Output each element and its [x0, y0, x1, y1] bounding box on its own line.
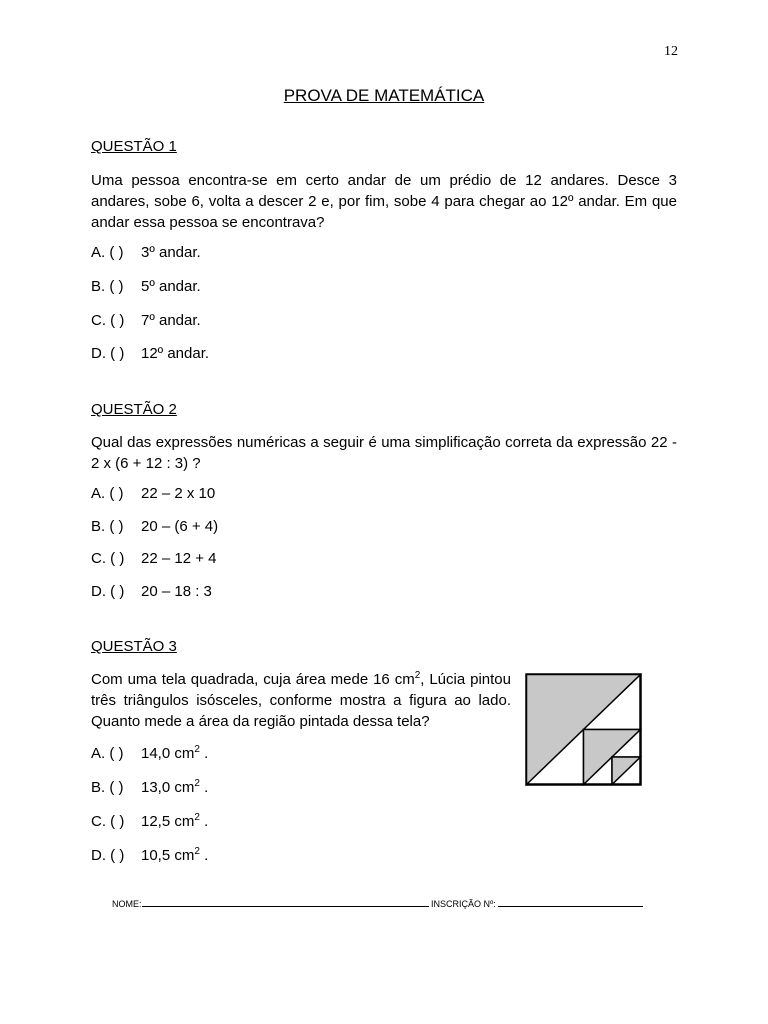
unit-suffix: .: [199, 779, 209, 796]
option-letter: C. ( ): [91, 312, 125, 329]
option-text: 22 – 2 x 10: [141, 485, 216, 502]
option-text: 20 – (6 + 4): [141, 518, 219, 535]
option-text: 12º andar.: [141, 345, 210, 362]
question-2-option-d[interactable]: [91, 583, 212, 600]
statement-part: , Lúcia pintou três triângulos isósceles, conforme mostra a figura ao lado. Quanto mede a área da região pintada dessa tela?: [91, 671, 511, 730]
unit: cm: [174, 847, 195, 864]
option-text: 13,0: [141, 779, 171, 796]
option-letter: B. ( ): [91, 518, 124, 535]
superscript: 2: [194, 744, 200, 755]
option-letter: A. ( ): [91, 745, 124, 762]
question-1-heading: QUESTÃO 1: [91, 138, 177, 155]
question-2-option-a[interactable]: [91, 485, 215, 502]
page-number: 12: [664, 44, 678, 59]
statement-part: Com uma tela quadrada, cuja área mede 16 cm: [91, 671, 415, 688]
square-triangles-figure: [525, 673, 642, 786]
superscript: 2: [194, 812, 200, 823]
question-2-heading: QUESTÃO 2: [91, 401, 177, 418]
footer: [112, 897, 643, 909]
option-letter: D. ( ): [91, 345, 125, 362]
question-1-option-c[interactable]: [91, 312, 201, 329]
superscript: 2: [414, 670, 421, 681]
option-text: 5º andar.: [141, 278, 201, 295]
name-label: NOME:: [112, 899, 142, 909]
option-letter: D. ( ): [91, 847, 125, 864]
name-field[interactable]: [142, 897, 429, 907]
question-3-option-a[interactable]: [91, 745, 208, 762]
superscript: 2: [194, 778, 200, 789]
unit: cm: [174, 779, 195, 796]
question-1-statement: Uma pessoa encontra-se em certo andar de um prédio de 12 andares. Desce 3 andares, sobe 6, volta a descer 2 e, por fim, sobe 4 para chegar ao 12º andar. Em que andar essa pessoa se encontrava?: [91, 172, 677, 231]
inscription-field[interactable]: [498, 897, 643, 907]
unit-suffix: .: [199, 745, 209, 762]
question-2-option-c[interactable]: [91, 550, 216, 567]
question-3-option-c[interactable]: [91, 813, 208, 830]
page-title: PROVA DE MATEMÁTICA: [283, 86, 485, 105]
question-1-option-d[interactable]: [91, 345, 209, 362]
option-letter: C. ( ): [91, 550, 125, 567]
option-text: 20 – 18 : 3: [141, 583, 212, 600]
option-text: 14,0: [141, 745, 171, 762]
superscript: 2: [194, 846, 200, 857]
option-text: 12,5: [141, 813, 171, 830]
question-3-heading: QUESTÃO 3: [91, 638, 177, 655]
question-2-statement: Qual das expressões numéricas a seguir é uma simplificação correta da expressão 22 - 2 x (6 + 12 : 3) ?: [91, 434, 677, 472]
unit: cm: [174, 813, 195, 830]
question-2-option-b[interactable]: [91, 518, 218, 535]
option-letter: B. ( ): [91, 779, 124, 796]
option-letter: A. ( ): [91, 244, 124, 261]
question-1-option-a[interactable]: [91, 244, 201, 261]
question-3-option-b[interactable]: [91, 779, 208, 796]
unit-suffix: .: [199, 847, 209, 864]
option-text: 10,5: [141, 847, 171, 864]
option-text: 3º andar.: [141, 244, 201, 261]
option-letter: A. ( ): [91, 485, 124, 502]
option-letter: B. ( ): [91, 278, 124, 295]
option-text: 22 – 12 + 4: [141, 550, 217, 567]
question-3-option-d[interactable]: [91, 847, 208, 864]
option-letter: D. ( ): [91, 583, 125, 600]
question-1-option-b[interactable]: [91, 278, 201, 295]
unit: cm: [174, 745, 195, 762]
unit-suffix: .: [199, 813, 209, 830]
option-letter: C. ( ): [91, 813, 125, 830]
inscription-label: INSCRIÇÃO Nº:: [428, 899, 499, 909]
option-text: 7º andar.: [141, 312, 201, 329]
question-3-statement: [91, 669, 511, 732]
